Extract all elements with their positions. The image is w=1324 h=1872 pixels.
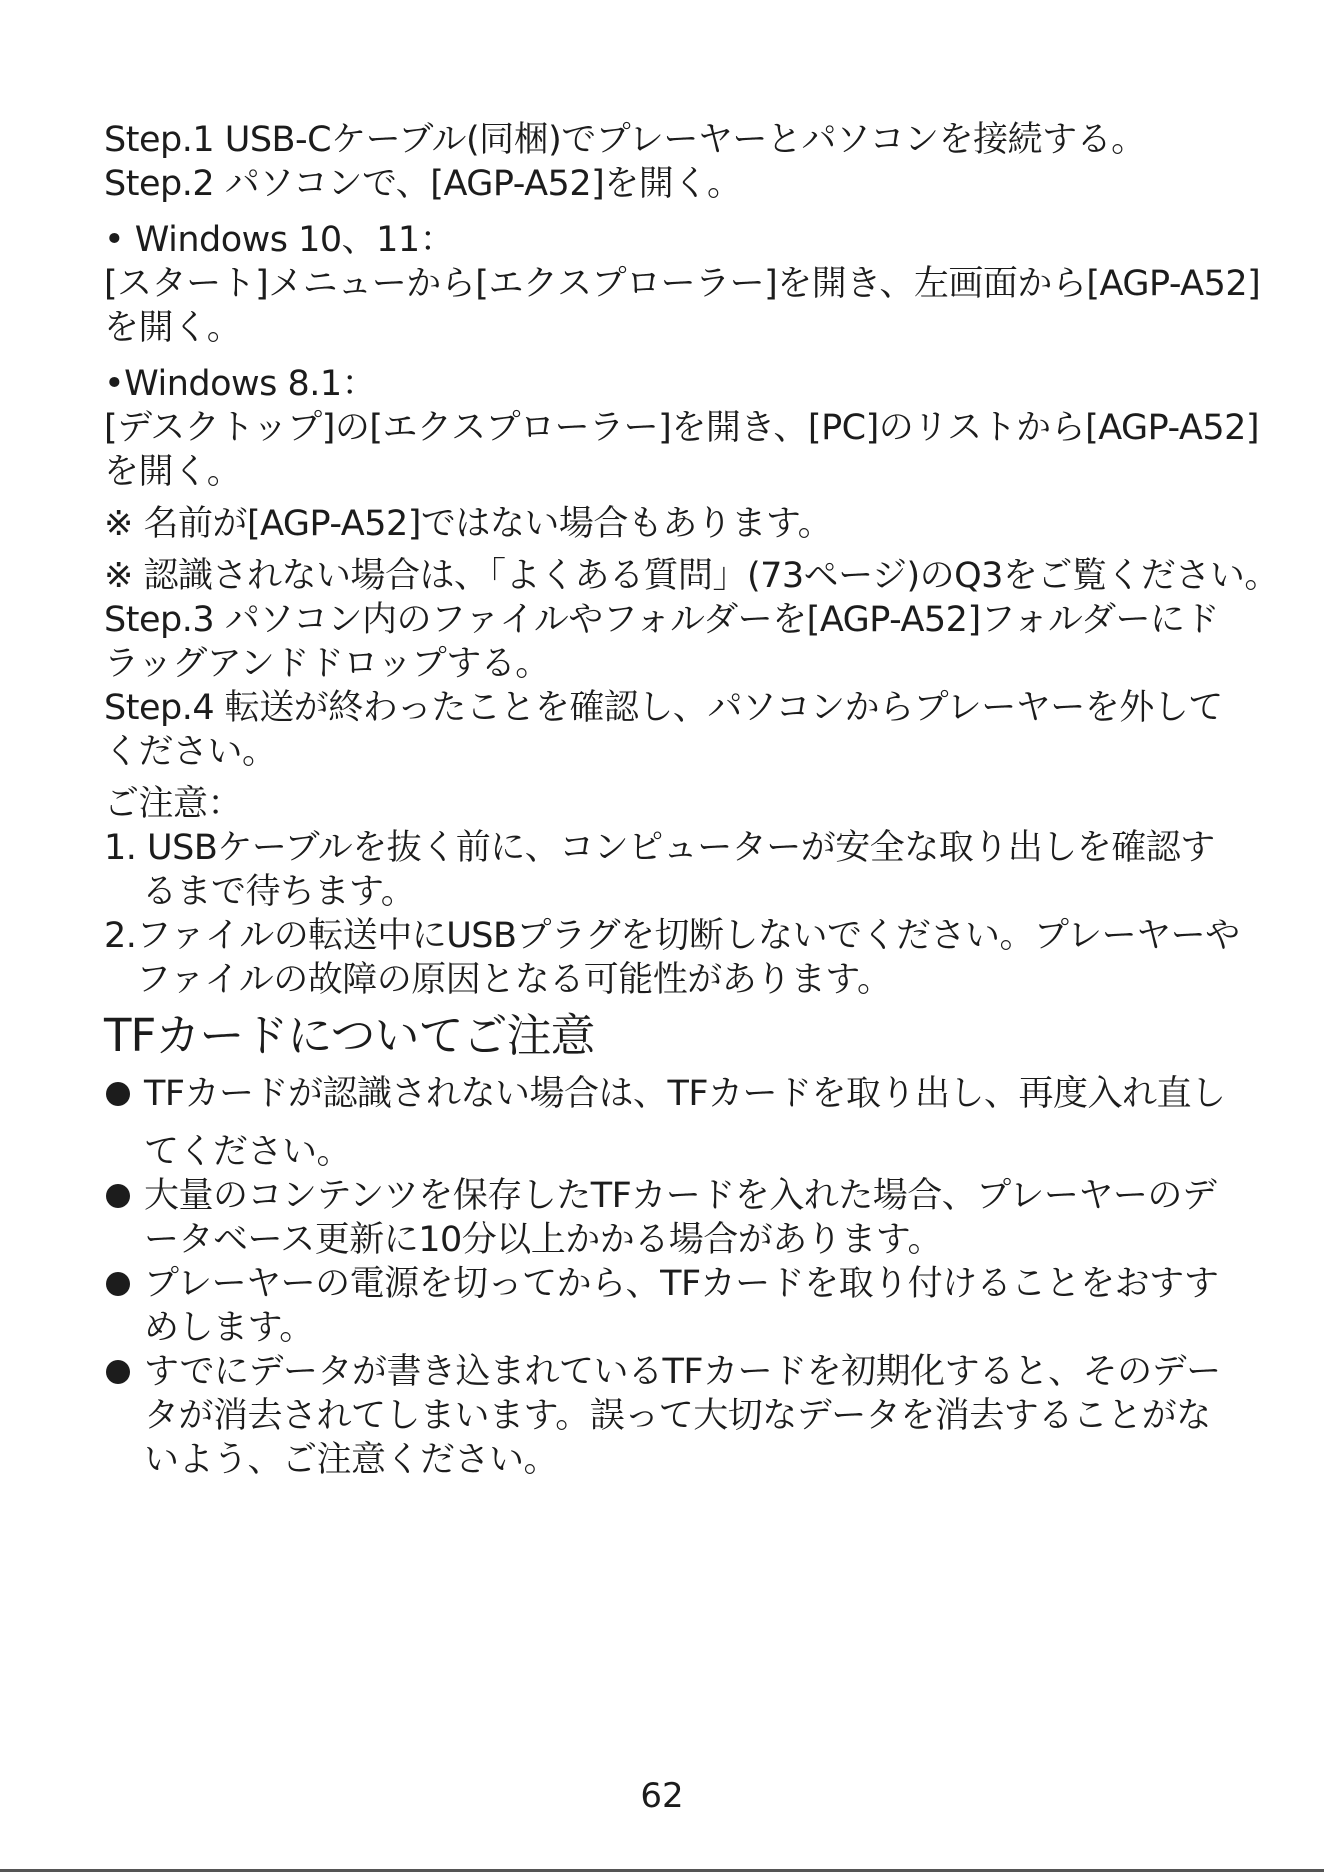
- tf-bullet-1-line1: TFカードが認識されない場合は、TFカードを取り出し、再度入れ直し: [144, 1074, 1226, 1114]
- note-1: ※ 名前が[AGP-A52]ではない場合もあります。: [104, 504, 833, 544]
- step-1: Step.1 USB-Cケーブル(同梱)でプレーヤーとパソコンを接続する。: [104, 120, 1146, 160]
- tf-bullet-1: [104, 1072, 1244, 1174]
- step-3-line1: Step.3 パソコン内のファイルやフォルダーを[AGP-A52]フォルダーにド: [104, 600, 1219, 640]
- caution-item-2-line1: 2.ファイルの転送中にUSBプラグを切断しないでください。プレーヤーや: [104, 916, 1240, 956]
- tf-bullet-4-line1: すでにデータが書き込まれているTFカードを初期化すると、そのデー: [144, 1352, 1221, 1392]
- tf-bullet-4-line3: いよう、ご注意ください。: [144, 1440, 559, 1480]
- step-3-line2: ラッグアンドドロップする。: [104, 644, 550, 684]
- step-4-line2: ください。: [104, 732, 277, 772]
- tf-bullet-2: [104, 1174, 1244, 1262]
- page-number: 62: [640, 1776, 684, 1816]
- tf-bullet-2-line2: ータベース更新に10分以上かかる場合があります。: [144, 1220, 942, 1260]
- bullet-dot-icon: [106, 1184, 130, 1208]
- windows10-text-line2: を開く。: [104, 308, 242, 348]
- bullet-dot-icon: [106, 1082, 130, 1106]
- step-2: Step.2 パソコンで、[AGP-A52]を開く。: [104, 164, 742, 204]
- tf-section-heading: TFカードについてご注意: [104, 1009, 595, 1062]
- manual-page-content: [104, 118, 1279, 1482]
- caution-label: ご注意：: [104, 784, 243, 824]
- step-4-line1: Step.4 転送が終わったことを確認し、パソコンからプレーヤーを外して: [104, 688, 1223, 728]
- windows81-text-line2: を開く。: [104, 452, 242, 492]
- tf-bullet-1-line2: てください。: [144, 1132, 352, 1172]
- bullet-dot-icon: [106, 1360, 130, 1384]
- tf-bullet-3: [104, 1262, 1244, 1350]
- windows10-label: • Windows 10、11：: [104, 220, 455, 260]
- tf-bullet-3-line2: めします。: [144, 1308, 314, 1348]
- caution-item-1-line1: 1. USBケーブルを抜く前に、コンピューターが安全な取り出しを確認す: [104, 828, 1215, 868]
- tf-bullet-3-line1: プレーヤーの電源を切ってから、TFカードを取り付けることをおすす: [144, 1264, 1219, 1304]
- note-2: ※ 認識されない場合は、「よくある質問」(73ページ)のQ3をご覧ください。: [104, 556, 1279, 596]
- caution-item-2-line2: ファイルの故障の原因となる可能性があります。: [136, 960, 892, 1000]
- caution-item-1-line2: るまで待ちます。: [142, 872, 416, 912]
- tf-bullet-4-line2: タが消去されてしまいます。誤って大切なデータを消去することがな: [144, 1396, 1211, 1436]
- windows10-text-line1: [スタート]メニューから[エクスプローラー]を開き、左画面から[AGP-A52]: [104, 264, 1261, 304]
- tf-bullet-2-line1: 大量のコンテンツを保存したTFカードを入れた場合、プレーヤーのデ: [144, 1176, 1217, 1216]
- tf-bullet-4: [104, 1350, 1244, 1482]
- windows81-label: •Windows 8.1：: [104, 364, 377, 404]
- windows81-text-line1: [デスクトップ]の[エクスプローラー]を開き、[PC]のリストから[AGP-A52]: [104, 408, 1260, 448]
- bullet-dot-icon: [106, 1272, 130, 1296]
